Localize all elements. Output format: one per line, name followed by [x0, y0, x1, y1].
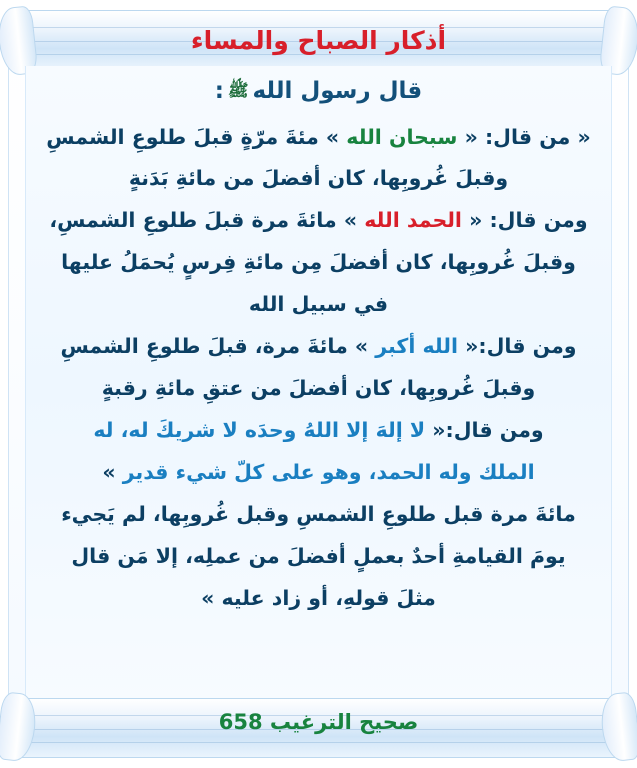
hadith-paragraph	[34, 454, 603, 492]
salla-allahu-alayhi-wasallam-icon: ﷺ	[227, 80, 249, 101]
hadith-text-segment: الحمد الله	[364, 208, 462, 233]
hadith-text-segment: ومن قال: «	[461, 208, 588, 233]
hadith-paragraph	[34, 119, 603, 157]
hadith-text-segment: في سبيل الله	[248, 292, 389, 317]
source-reference: صحيح الترغيب 658	[218, 710, 419, 734]
hadith-paragraph	[34, 160, 603, 198]
hadith-text-segment: لا إلهَ إلا اللهُ وحدَه لا شريكَ له، له	[93, 417, 426, 442]
hadith-paragraph	[34, 286, 603, 324]
hadith-paragraph	[34, 370, 603, 408]
hadith-text-segment: » مئةَ مرّةٍ قبلَ طلوعِ الشمسِ	[46, 124, 347, 149]
hadith-text-segment: سبحان الله	[346, 124, 458, 149]
hadith-text-segment: » مائةَ مرة قبلَ طلوعِ الشمسِ،	[49, 208, 365, 233]
hadith-text-segment: الله أكبر	[375, 334, 459, 359]
hadith-text-segment: »	[102, 459, 123, 484]
hadith-text-segment: وقبلَ غُروبِها، كان أفضلَ مِن مائةِ فِرسٍ يُحمَلُ عليها	[61, 250, 576, 275]
hadith-paragraph	[34, 244, 603, 282]
hadith-text-segment: « من قال: «	[457, 124, 591, 149]
hadith-paragraph	[34, 538, 603, 576]
hadith-paragraph	[34, 412, 603, 450]
hadith-text-segment: ومن قال:«	[458, 334, 577, 359]
hadith-text-segment: » مائةَ مرة، قبلَ طلوعِ الشمسِ	[60, 334, 376, 359]
hadith-paragraph	[34, 496, 603, 534]
hadith-paragraph	[34, 580, 603, 618]
hadith-intro	[34, 74, 603, 109]
hadith-text-segment: الملك وله الحمد، وهو على كلّ شيء قدير	[122, 459, 535, 484]
hadith-text-segment: مثلَ قولهِ، أو زاد عليه »	[201, 585, 436, 610]
hadith-intro-text: قال رسول الله	[252, 78, 423, 104]
hadith-paragraph	[34, 328, 603, 366]
scroll-ridge	[23, 742, 614, 743]
hadith-paragraph	[34, 202, 603, 240]
hadith-text-segment: يومَ القيامةِ أحدٌ بعملٍ أفضلَ من عملِه، إلا مَن قال	[71, 543, 566, 568]
hadith-text-segment: ومن قال:«	[425, 417, 544, 442]
hadith-body	[34, 74, 603, 704]
hadith-text-segment: وقبلَ غُروبِها، كان أفضلَ من عتقِ مائةِ رقبةٍ	[101, 376, 536, 401]
page-title: أذكار الصباح والمساء	[190, 26, 447, 55]
hadith-text-segment: مائةَ مرة قبل طلوعِ الشمسِ وقبل غُروبِها، لم يَجيء	[61, 501, 576, 526]
hadith-text-segment: وقبلَ غُروبِها، كان أفضلَ من مائةِ بَدَنةٍ	[128, 166, 509, 191]
hadith-paragraphs	[34, 119, 603, 618]
hadith-intro-colon: :	[214, 78, 224, 104]
